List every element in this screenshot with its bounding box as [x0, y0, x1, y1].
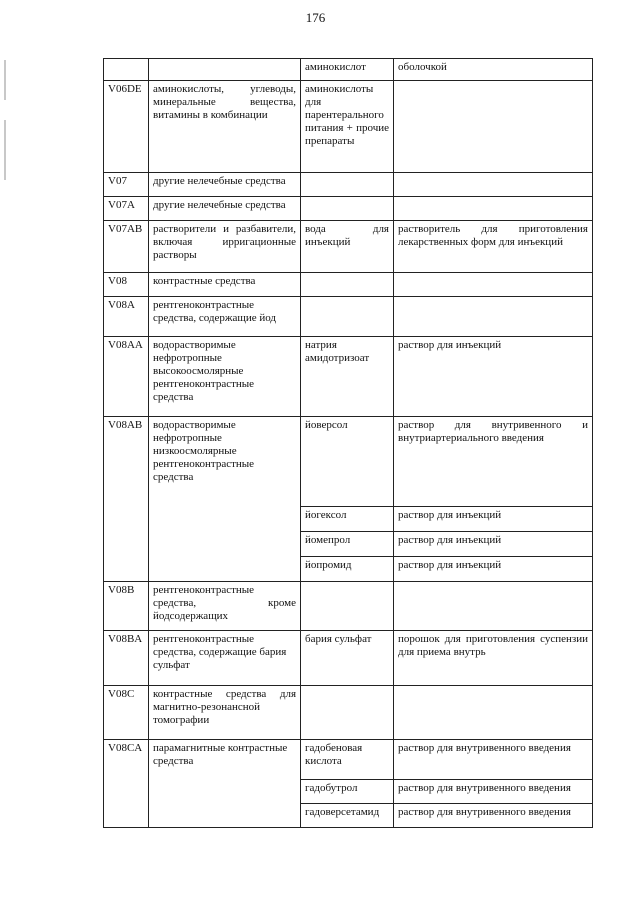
atc-code-cell: V08AB	[104, 417, 149, 582]
dosage-form-cell	[394, 81, 593, 173]
atc-code-cell: V08	[104, 273, 149, 297]
atc-code-cell: V08CA	[104, 740, 149, 828]
group-cell	[149, 59, 301, 81]
group-cell: другие нелечебные средства	[149, 173, 301, 197]
dosage-form-cell: раствор для инъекций	[394, 337, 593, 417]
group-cell: аминокислоты, углеводы, минеральные вещества, витамины в комбинации	[149, 81, 301, 173]
atc-code-cell: V07AB	[104, 221, 149, 273]
drug-name-cell: гадобутрол	[301, 780, 394, 804]
group-cell: водорастворимые нефротропные низкоосмолярные рентгеноконтрастные средства	[149, 417, 301, 582]
table-row	[104, 582, 593, 631]
atc-code-cell: V06DE	[104, 81, 149, 173]
atc-code-cell: V08A	[104, 297, 149, 337]
group-cell: другие нелечебные средства	[149, 197, 301, 221]
dosage-form-cell	[394, 173, 593, 197]
drug-name-cell: гадобеновая кислота	[301, 740, 394, 780]
table-row	[104, 59, 593, 81]
drug-name-cell: бария сульфат	[301, 631, 394, 686]
table-row	[104, 81, 593, 173]
atc-code-cell	[104, 59, 149, 81]
dosage-form-cell	[394, 297, 593, 337]
page-number: 176	[305, 10, 326, 25]
dosage-form-cell: раствор для инъекций	[394, 507, 593, 532]
atc-code-cell: V07A	[104, 197, 149, 221]
atc-code-cell: V08AA	[104, 337, 149, 417]
atc-code-cell: V08C	[104, 686, 149, 740]
group-cell: рентгеноконтрастные средства, содержащие бария сульфат	[149, 631, 301, 686]
dosage-form-cell: раствор для внутривенного введения	[394, 740, 593, 780]
dosage-form-cell	[394, 273, 593, 297]
dosage-form-cell: растворитель для приготовления лекарственных форм для инъекций	[394, 221, 593, 273]
scan-edge-mark	[4, 60, 6, 100]
atc-code-cell: V08B	[104, 582, 149, 631]
group-cell: рентгеноконтрастные средства, содержащие йод	[149, 297, 301, 337]
table-row	[104, 197, 593, 221]
group-cell: парамагнитные контрастные средства	[149, 740, 301, 828]
drug-name-cell	[301, 273, 394, 297]
drug-name-cell: гадоверсетамид	[301, 804, 394, 828]
table-row	[104, 173, 593, 197]
table-row	[104, 686, 593, 740]
medicines-table	[103, 58, 593, 828]
drug-name-cell	[301, 173, 394, 197]
drug-name-cell	[301, 197, 394, 221]
drug-name-cell: аминокислот	[301, 59, 394, 81]
dosage-form-cell	[394, 686, 593, 740]
drug-name-cell: натрия амидотризоат	[301, 337, 394, 417]
drug-name-cell: йопромид	[301, 557, 394, 582]
drug-name-cell	[301, 582, 394, 631]
group-cell: контрастные средства	[149, 273, 301, 297]
dosage-form-cell: раствор для внутривенного введения	[394, 780, 593, 804]
dosage-form-cell	[394, 197, 593, 221]
group-cell: растворители и разбавители, включая ирригационные растворы	[149, 221, 301, 273]
table-row	[104, 221, 593, 273]
drug-name-cell	[301, 297, 394, 337]
drug-name-cell	[301, 686, 394, 740]
group-cell: контрастные средства для магнитно-резонансной томографии	[149, 686, 301, 740]
scan-edge-mark	[4, 120, 6, 180]
drug-name-cell: вода для инъекций	[301, 221, 394, 273]
drug-name-cell: йомепрол	[301, 532, 394, 557]
dosage-form-cell: раствор для внутривенного введения	[394, 804, 593, 828]
dosage-form-cell: раствор для инъекций	[394, 532, 593, 557]
table-row	[104, 273, 593, 297]
group-cell: рентгеноконтрастные средства, кроме йодсодержащих	[149, 582, 301, 631]
dosage-form-cell	[394, 582, 593, 631]
drug-name-cell: йоверсол	[301, 417, 394, 507]
atc-code-cell: V08BA	[104, 631, 149, 686]
table-row	[104, 631, 593, 686]
drug-name-cell: йогексол	[301, 507, 394, 532]
group-cell: водорастворимые нефротропные высокоосмолярные рентгеноконтрастные средства	[149, 337, 301, 417]
drug-name-cell: аминокислоты для парентерального питания + прочие препараты	[301, 81, 394, 173]
atc-code-cell: V07	[104, 173, 149, 197]
table-row	[104, 337, 593, 417]
dosage-form-cell: раствор для инъекций	[394, 557, 593, 582]
dosage-form-cell: порошок для приготовления суспензии для приема внутрь	[394, 631, 593, 686]
table-row	[104, 740, 593, 780]
dosage-form-cell: оболочкой	[394, 59, 593, 81]
dosage-form-cell: раствор для внутривенного и внутриартериального введения	[394, 417, 593, 507]
table-row	[104, 417, 593, 507]
table-row	[104, 297, 593, 337]
